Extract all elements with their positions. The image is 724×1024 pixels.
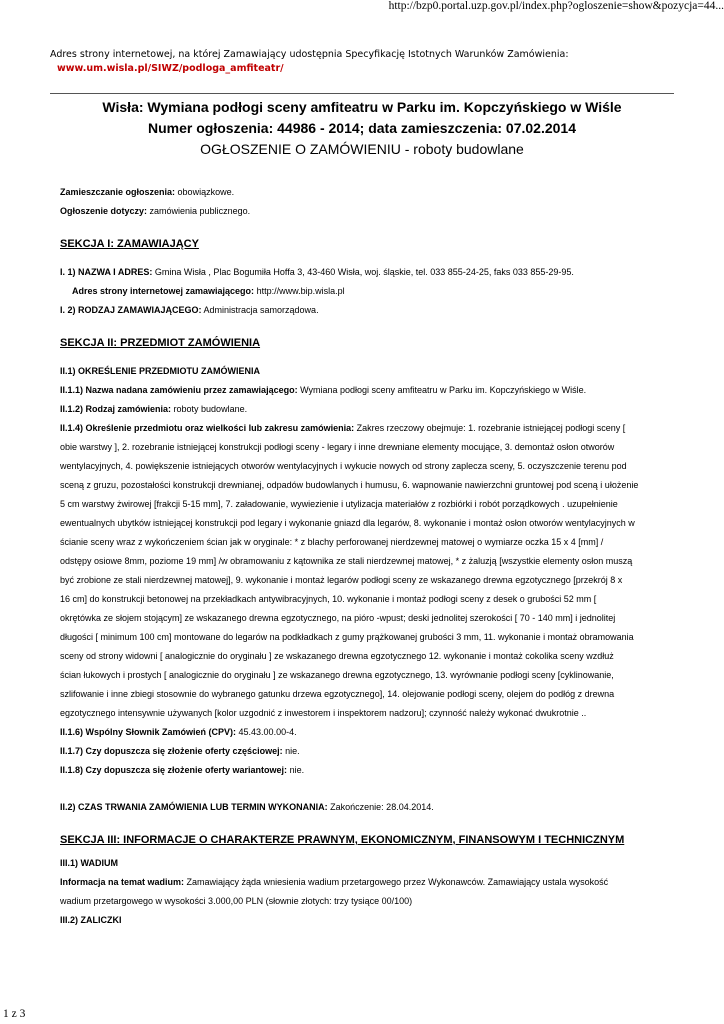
field-ii14-line: sceny od strony widowni [ analogicznie do oryginału ] ze wskazanego drewna egzotycznego 12. wykonanie i montaż cokolika sceny wzdłuż (60, 651, 614, 661)
field-ii14-line: okrętówka ze słojem stojącym] ze wskazanego drewna egzotycznego, na pióro -wpust; deski jednolitej szerokości [ 70 - 140 mm] i jednolitej (60, 613, 616, 623)
field-ii14-line: szlifowanie i inne zbiegi stosownie do wybranego gatunku drzewa egzotycznego], 14. olejowanie podłogi sceny, olejem do podłóg z drewna (60, 689, 615, 699)
field-iii2: III.2) ZALICZKI (60, 915, 122, 925)
field-ii14-line: 5 cm warstwy żwirowej [frakcji 5-15 mm], 7. załadowanie, wywiezienie i utylizacja materiałów z rozbiórki i robót porządkowych . uzupełnienie (60, 499, 618, 509)
siwz-note-text: Adres strony internetowej, na której Zamawiający udostępnia Specyfikację Istotnych Warunków Zamówienia: (50, 49, 569, 60)
field-ii14-line: II.1.4) Określenie przedmiotu oraz wielkości lub zakresu zamówienia: Zakres rzeczowy obejmuje: 1. rozebranie istniejącej podłogi sceny [ (60, 423, 626, 433)
title-line-1: Wisła: Wymiana podłogi sceny amfiteatru w Parku im. Kopczyńskiego w Wiśle (102, 99, 622, 115)
title-line-3: OGŁOSZENIE O ZAMÓWIENIU - roboty budowlane (200, 141, 524, 157)
field-ii14-line: obie warstwy ], 2. rozebranie istniejącej konstrukcji podłogi sceny - legary i inne drewniane elementy mocujące, 3. demontaż osłon otworów (60, 442, 615, 452)
announcement-body (60, 183, 672, 930)
title-line-2: Numer ogłoszenia: 44986 - 2014; data zamieszczenia: 07.02.2014 (148, 120, 576, 136)
field-ii14-line: sceną z gruzu, pozostałości konstrukcji drewnianej, odpadów budowlanych i humusu, 6. wapnowanie nawierzchni gruntowej pod sceną i ułożenie (60, 480, 639, 490)
intro-line-1: Zamieszczanie ogłoszenia: obowiązkowe. (60, 187, 235, 197)
field-ii14-line: ścianie sceny wraz z wykończeniem ścian jak w oryginale: * z blachy perforowanej nierdzewnej matowej o wymiarze oczka 15 x 4 [mm] / (60, 537, 604, 547)
field-ii14-line: ewentualnych ubytków istniejącej konstrukcji pod legary i wykonanie gniazd dla legarów, 8. wykonanie i montaż osłon otworów wentylacyjnych w (60, 518, 635, 528)
field-ii12: II.1.2) Rodzaj zamówienia: roboty budowlane. (60, 404, 248, 414)
page-number: 1 z 3 (3, 1008, 26, 1020)
siwz-link[interactable]: www.um.wisla.pl/SIWZ/podloga_amfiteatr/ (57, 63, 284, 74)
section-3-heading: SEKCJA III: INFORMACJE O CHARAKTERZE PRAWNYM, EKONOMICZNYM, FINANSOWYM I TECHNICZNYM (60, 834, 625, 846)
field-ii14-line: długości [ minimum 100 cm] montowane do legarów na podkładkach z gumy prążkowanej grubości 3 mm, 11. wykonanie i montaż obramowania (60, 632, 634, 642)
field-ii1: II.1) OKREŚLENIE PRZEDMIOTU ZAMÓWIENIA (60, 366, 261, 376)
intro-line-2: Ogłoszenie dotyczy: zamówienia publicznego. (60, 206, 251, 216)
divider (50, 93, 674, 94)
field-i1: I. 1) NAZWA I ADRES: Gmina Wisła , Plac Bogumiła Hoffa 3, 43-460 Wisła, woj. śląskie, tel. 033 855-24-25, faks 033 855-29-95. (60, 267, 574, 277)
announcement-title (50, 97, 674, 160)
field-ii14-line: wentylacyjnych, 4. powiększenie istniejących otworów wentylacyjnych i wykucie nowych od strony zaplecza sceny, 5. oczyszczenie terenu pod (60, 461, 627, 471)
browser-url-header: http://bzp0.portal.uzp.gov.pl/index.php?ogloszenie=show&pozycja=44... (388, 0, 724, 12)
field-wadium: Informacja na temat wadium: Zamawiający żąda wniesienia wadium przetargowego przez Wykonawców. Zamawiający ustala wysokość (60, 877, 609, 887)
field-ii17: II.1.7) Czy dopuszcza się złożenie oferty częściowej: nie. (60, 746, 300, 756)
field-ii16: II.1.6) Wspólny Słownik Zamówień (CPV): 45.43.00.00-4. (60, 727, 297, 737)
field-wadium-cont: wadium przetargowego w wysokości 3.000,00 PLN (słownie złotych: trzy tysiące 00/100) (60, 896, 413, 906)
section-2-heading: SEKCJA II: PRZEDMIOT ZAMÓWIENIA (60, 337, 261, 349)
field-ii14-line: ścian łukowych i prostych [ analogicznie do oryginału ] ze wskazanego drewna egzotycznego, 13. wyrównanie podłogi sceny [cyklinowanie, (60, 670, 614, 680)
field-ii14-line: 16 cm] do konstrukcji betonowej na przekładkach antywibracyjnych, 10. wykonanie i montaż podłogi sceny z desek o grubości 52 mm [ (60, 594, 597, 604)
field-ii14-line: odstępy osiowe 8mm, poziome 19 mm] /w obramowaniu z kątownika ze stali nierdzewnej matowej, * z żaluzją [wszystkie elementy osłon muszą (60, 556, 633, 566)
field-ii18: II.1.8) Czy dopuszcza się złożenie oferty wariantowej: nie. (60, 765, 305, 775)
field-ii11: II.1.1) Nazwa nadana zamówieniu przez zamawiającego: Wymiana podłogi sceny amfiteatru w Parku im. Kopczyńskiego w Wiśle. (60, 385, 587, 395)
field-ii14-line: być zrobione ze stali nierdzewnej matowej], 9. wykonanie i montaż legarów podłogi sceny ze wskazanego drewna egzotycznego [przekrój 8 x (60, 575, 623, 585)
field-ii2: II.2) CZAS TRWANIA ZAMÓWIENIA LUB TERMIN WYKONANIA: Zakończenie: 28.04.2014. (60, 802, 434, 812)
field-iii1: III.1) WADIUM (60, 858, 118, 868)
siwz-note (50, 48, 569, 76)
field-ii14-line: egzotycznego intensywnie używanych [kolor uzgodnić z inwestorem i inspektorem nadzoru]; czynność należy wykonać dwukrotnie .. (60, 708, 587, 718)
field-i2: I. 2) RODZAJ ZAMAWIAJĄCEGO: Administracja samorządowa. (60, 305, 319, 315)
field-www: Adres strony internetowej zamawiającego: http://www.bip.wisla.pl (72, 286, 345, 296)
section-1-heading: SEKCJA I: ZAMAWIAJĄCY (60, 238, 199, 250)
